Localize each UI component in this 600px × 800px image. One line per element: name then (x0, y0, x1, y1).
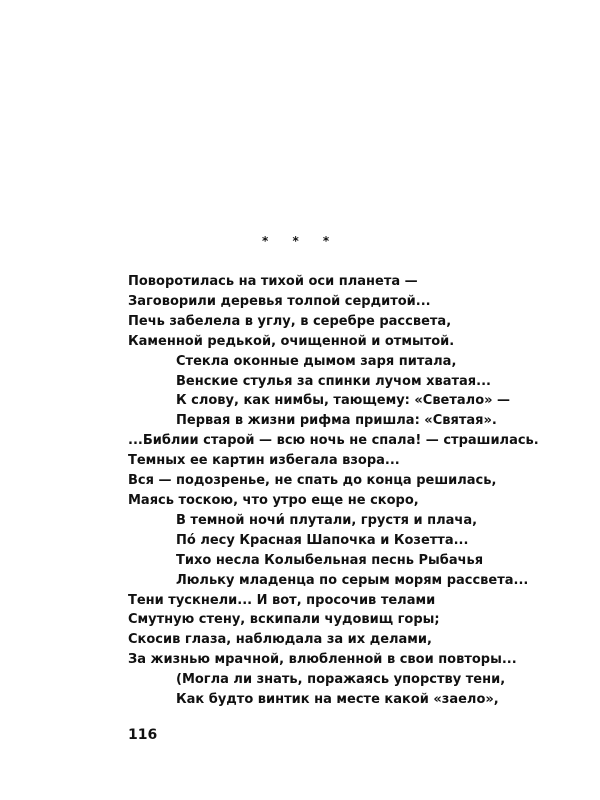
poem-line: К слову, как нимбы, тающему: «Светало» — (176, 393, 511, 409)
poem-line: Первая в жизни рифма пришла: «Святая». (176, 413, 497, 429)
poem-text (128, 272, 539, 710)
poem-line: Темных ее картин избегала взора... (128, 453, 400, 469)
poem-line: Вся — подозренье, не спать до конца решилась, (128, 473, 497, 489)
poem-line: Тени тускнели... И вот, просочив телами (128, 592, 436, 608)
section-separator: * * * (262, 234, 340, 248)
poem-line: По́ лесу Красная Шапочка и Козетта... (176, 532, 469, 548)
poem-line: Каменной редькой, очищенной и отмытой. (128, 333, 455, 349)
poem-line: Стекла оконные дымом заря питала, (176, 353, 457, 369)
poem-line: Тихо несла Колыбельная песнь Рыбачья (176, 552, 484, 568)
page-number: 116 (128, 727, 158, 743)
poem-line: ...Библии старой — всю ночь не спала! — страшилась. (128, 433, 539, 449)
poem-line: (Могла ли знать, поражаясь упорству тени, (176, 672, 506, 688)
poem-line: Маясь тоскою, что утро еще не скоро, (128, 492, 419, 508)
poem-line: Поворотилась на тихой оси планета — (128, 274, 418, 289)
poem-line: Смутную стену, вскипали чудовищ горы; (128, 612, 440, 628)
poem-line: Как будто винтик на месте какой «заело», (176, 692, 499, 708)
poem-line: Люльку младенца по серым морям рассвета... (176, 572, 529, 588)
poem-line: Венские стулья за спинки лучом хватая... (176, 373, 491, 389)
poem-line: За жизнью мрачной, влюбленной в свои повторы... (128, 652, 517, 668)
poem-line: В темной ночи́ плутали, грустя и плача, (176, 512, 478, 528)
poem-line: Заговорили деревья толпой сердитой... (128, 293, 431, 309)
poem-line: Печь забелела в углу, в серебре рассвета, (128, 313, 452, 329)
poem-line: Скосив глаза, наблюдала за их делами, (128, 632, 432, 648)
